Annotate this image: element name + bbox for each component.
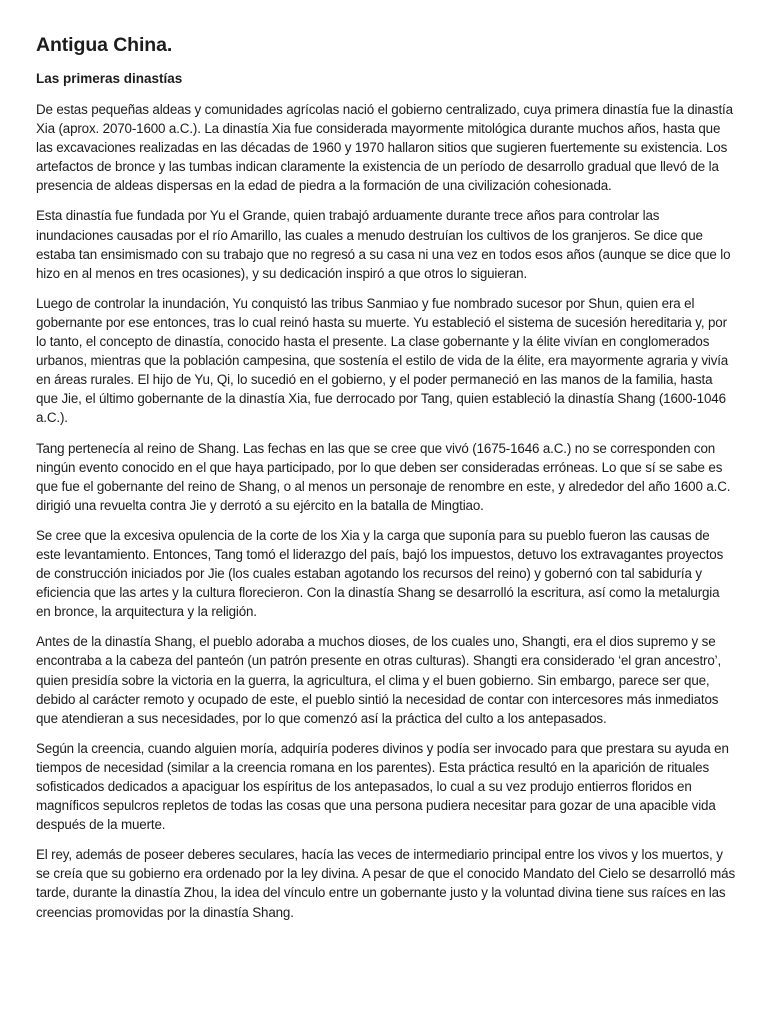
paragraph-3: Luego de controlar la inundación, Yu conquistó las tribus Sanmiao y fue nombrado sucesor por Shun, quien era el gobernante por ese entonces, tras lo cual reinó hasta su muerte. Yu estableció el sistema de sucesión hereditaria y, por lo tanto, el concepto de dinastía, conocido hasta el presente. La clase gobernante y la élite vivían en conglomerados urbanos, mientras que la población campesina, que sostenía el estilo de vida de la élite, era mayormente agraria y vivía en áreas rurales. El hijo de Yu, Qi, lo sucedió en el gobierno, y el poder permaneció en las manos de la familia, hasta que Jie, el último gobernante de la dinastía Xia, fue derrocado por Tang, quien estableció la dinastía Shang (1600-1046 a.C.). — [36, 295, 729, 426]
paragraph-2: Esta dinastía fue fundada por Yu el Grande, quien trabajó arduamente durante trece años para controlar las inundaciones causadas por el río Amarillo, las cuales a menudo destruían los cultivos de los granjeros. Se dice que estaba tan ensimismado con su trabajo que no regresó a su casa ni una vez en todos esos años (aunque se dice que lo hizo en al menos en tres ocasiones), y su dedicación inspiró a que otros lo siguieran. — [36, 208, 731, 281]
paragraph-6: Antes de la dinastía Shang, el pueblo adoraba a muchos dioses, de los cuales uno, Shangti, era el dios supremo y se encontraba a la cabeza del panteón (un patrón presente en otras culturas). Shangti era considerado ‘el gran ancestro’, quien presidía sobre la victoria en la guerra, la agricultura, el clima y el buen gobierno. Sin embargo, parece ser que, debido al carácter remoto y ocupado de este, el pueblo sintió la necesidad de contar con intercesores más inmediatos que atendieran a sus necesidades, por lo que comenzó así la práctica del culto a los antepasados. — [36, 634, 722, 726]
paragraph-4: Tang pertenecía al reino de Shang. Las fechas en las que se cree que vivó (1675-1646 a.C.) no se corresponden con ningún evento conocido en el que haya participado, por lo que deben ser consideradas erróneas. Lo que sí se sabe es que fue el gobernante del reino de Shang, o al menos un personaje de renombre en este, y alrededor del año 1600 a.C. dirigió una revuelta contra Jie y derrotó a su ejército en la batalla de Mingtiao. — [36, 440, 731, 513]
document-page — [36, 34, 736, 933]
paragraph-8: El rey, además de poseer deberes seculares, hacía las veces de intermediario principal entre los vivos y los muertos, y se creía que su gobierno era ordenado por la ley divina. A pesar de que el conocido Mandato del Cielo se desarrolló más tarde, durante la dinastía Zhou, la idea del vínculo entre un gobernante justo y la voluntad divina tiene sus raíces en las creencias promovidas por la dinastía Shang. — [36, 847, 735, 920]
section-heading: Las primeras dinastías — [36, 71, 183, 86]
paragraph-1: De estas pequeñas aldeas y comunidades agrícolas nació el gobierno centralizado, cuya primera dinastía fue la dinastía Xia (aprox. 2070-1600 a.C.). La dinastía Xia fue considerada mayormente mitológica durante muchos años, hasta que las excavaciones realizadas en las décadas de 1960 y 1970 hallaron sitios que sugieren fuertemente su existencia. Los artefactos de bronce y las tumbas indican claramente la existencia de un período de desarrollo gradual que llevó de la presencia de aldeas dispersas en la edad de piedra a la formación de una civilización cohesionada. — [36, 102, 733, 194]
paragraph-7: Según la creencia, cuando alguien moría, adquiría poderes divinos y podía ser invocado para que prestara su ayuda en tiempos de necesidad (similar a la creencia romana en los parentes). Esta práctica resultó en la aparición de rituales sofisticados dedicados a apaciguar los espíritus de los antepasados, lo cual a su vez produjo entierros floridos en magníficos sepulcros repletos de todas las cosas que una persona pudiera necesitar para gozar de una apacible vida después de la muerte. — [36, 740, 729, 833]
document-title: Antigua China. — [36, 34, 173, 56]
paragraph-5: Se cree que la excesiva opulencia de la corte de los Xia y la carga que suponía para su pueblo fueron las causas de este levantamiento. Entonces, Tang tomó el liderazgo del país, bajó los impuestos, detuvo los extravagantes proyectos de construcción iniciados por Jie (los cuales estaban agotando los recursos del reino) y gobernó con tal sabiduría y eficiencia que las artes y la cultura florecieron. Con la dinastía Shang se desarrolló la escritura, así como la metalurgia en bronce, la arquitectura y la religión. — [36, 527, 724, 620]
